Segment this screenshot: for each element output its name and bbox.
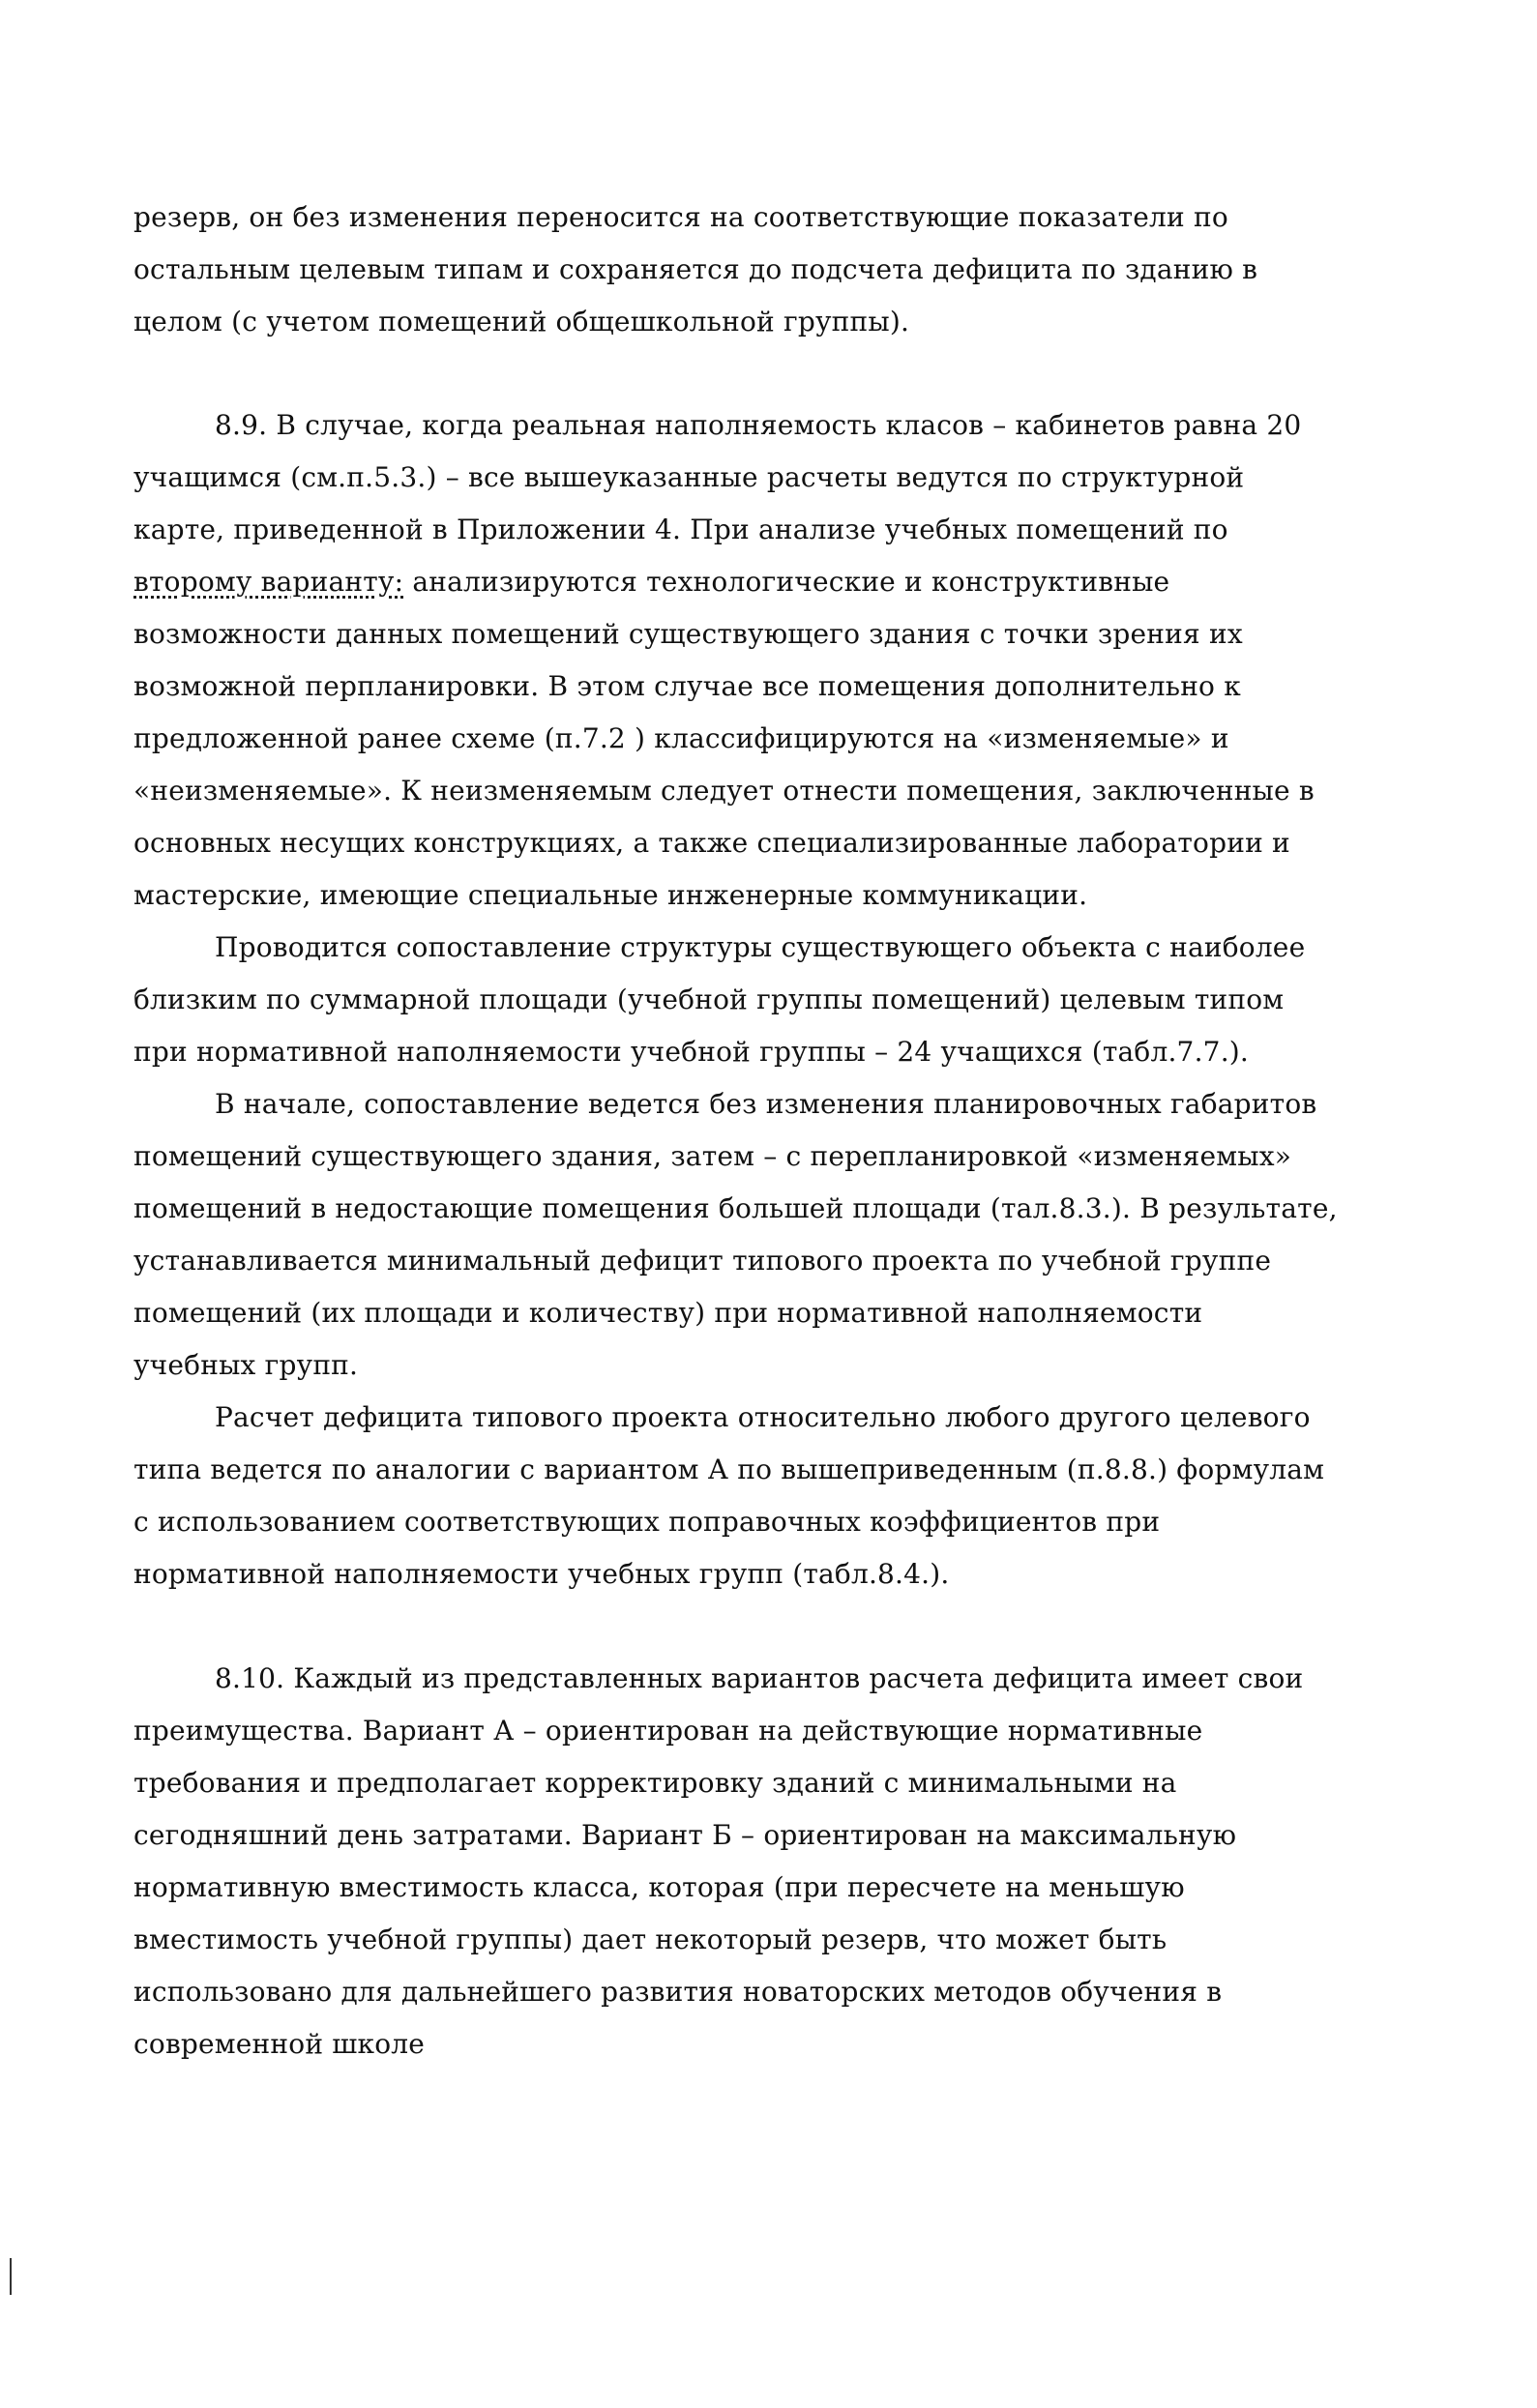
text-line: преимущества. Вариант А – ориентирован на действующие нормативные: [133, 1715, 1203, 1747]
text-line: [133, 556, 1333, 608]
text-line: основных несущих конструкциях, а также специализированные лаборатории и: [133, 827, 1290, 859]
text-line: учебных групп.: [133, 1349, 359, 1381]
text-line: Расчет дефицита типового проекта относительно любого другого целевого: [215, 1401, 1311, 1433]
underlined-term: второму варианту:: [133, 566, 404, 598]
text-line: возможной перпланировки. В этом случае все помещения дополнительно к: [133, 670, 1241, 702]
text-line: с использованием соответствующих поправочных коэффициентов при: [133, 1506, 1161, 1538]
text-line: устанавливается минимальный дефицит типового проекта по учебной группе: [133, 1245, 1272, 1277]
text-line: целом (с учетом помещений общешкольной группы).: [133, 306, 910, 338]
text-line: помещений существующего здания, затем – с перепланировкой «изменяемых»: [133, 1140, 1292, 1172]
text-line: использовано для дальнейшего развития новаторских методов обучения в: [133, 1976, 1223, 2008]
text-line: нормативной наполняемости учебных групп (табл.8.4.).: [133, 1558, 950, 1590]
text-line: близким по суммарной площади (учебной группы помещений) целевым типом: [133, 984, 1285, 1015]
text-line: помещений в недостающие помещения большей площади (тал.8.3.). В результате,: [133, 1192, 1338, 1224]
paragraph-8-9: [133, 399, 1333, 922]
text-line: карте, приведенной в Приложении 4. При анализе учебных помещений по: [133, 514, 1228, 545]
paragraph-8-10: [133, 1653, 1333, 2070]
text-line: 8.9. В случае, когда реальная наполняемость класов – кабинетов равна 20: [215, 409, 1302, 441]
text-line: В начале, сопоставление ведется без изменения планировочных габаритов: [215, 1088, 1317, 1120]
text-line: предложенной ранее схеме (п.7.2 ) классифицируются на «изменяемые» и: [133, 722, 1229, 754]
text-line: вместимость учебной группы) дает некоторый резерв, что может быть: [133, 1923, 1168, 1955]
text-line: нормативную вместимость класса, которая (при пересчете на меньшую: [133, 1871, 1185, 1903]
text-line: Проводится сопоставление структуры существующего объекта с наиболее: [215, 931, 1306, 963]
paragraph-comparison: [133, 922, 1333, 1078]
text-line: требования и предполагает корректировку зданий с минимальными на: [133, 1767, 1177, 1799]
text-line: резерв, он без изменения переносится на соответствующие показатели по: [133, 201, 1228, 233]
text-line: учащимся (см.п.5.3.) – все вышеуказанные расчеты ведутся по структурной: [133, 461, 1245, 493]
scan-margin-mark: [10, 2258, 12, 2295]
paragraph-continuation: [133, 191, 1333, 348]
text-line: возможности данных помещений существующего здания с точки зрения их: [133, 618, 1243, 650]
paragraph-beginning: [133, 1078, 1338, 1392]
text-line: типа ведется по аналогии с вариантом А по вышеприведенным (п.8.8.) формулам: [133, 1454, 1325, 1485]
text-line: мастерские, имеющие специальные инженерные коммуникации.: [133, 879, 1088, 911]
paragraph-deficit-calc: [133, 1392, 1333, 1600]
text-line: сегодняшний день затратами. Вариант Б – ориентирован на максимальную: [133, 1819, 1237, 1851]
text-line: «неизменяемые». К неизменяемым следует отнести помещения, заключенные в: [133, 775, 1315, 807]
text-line: помещений (их площади и количеству) при нормативной наполняемости: [133, 1297, 1203, 1329]
text-line: 8.10. Каждый из представленных вариантов расчета дефицита имеет свои: [215, 1662, 1304, 1694]
text-line: при нормативной наполняемости учебной группы – 24 учащихся (табл.7.7.).: [133, 1036, 1250, 1068]
text-fragment: анализируются технологические и конструктивные: [412, 566, 1170, 598]
text-line: остальным целевым типам и сохраняется до подсчета дефицита по зданию в: [133, 253, 1258, 285]
text-line: современной школе: [133, 2028, 426, 2060]
